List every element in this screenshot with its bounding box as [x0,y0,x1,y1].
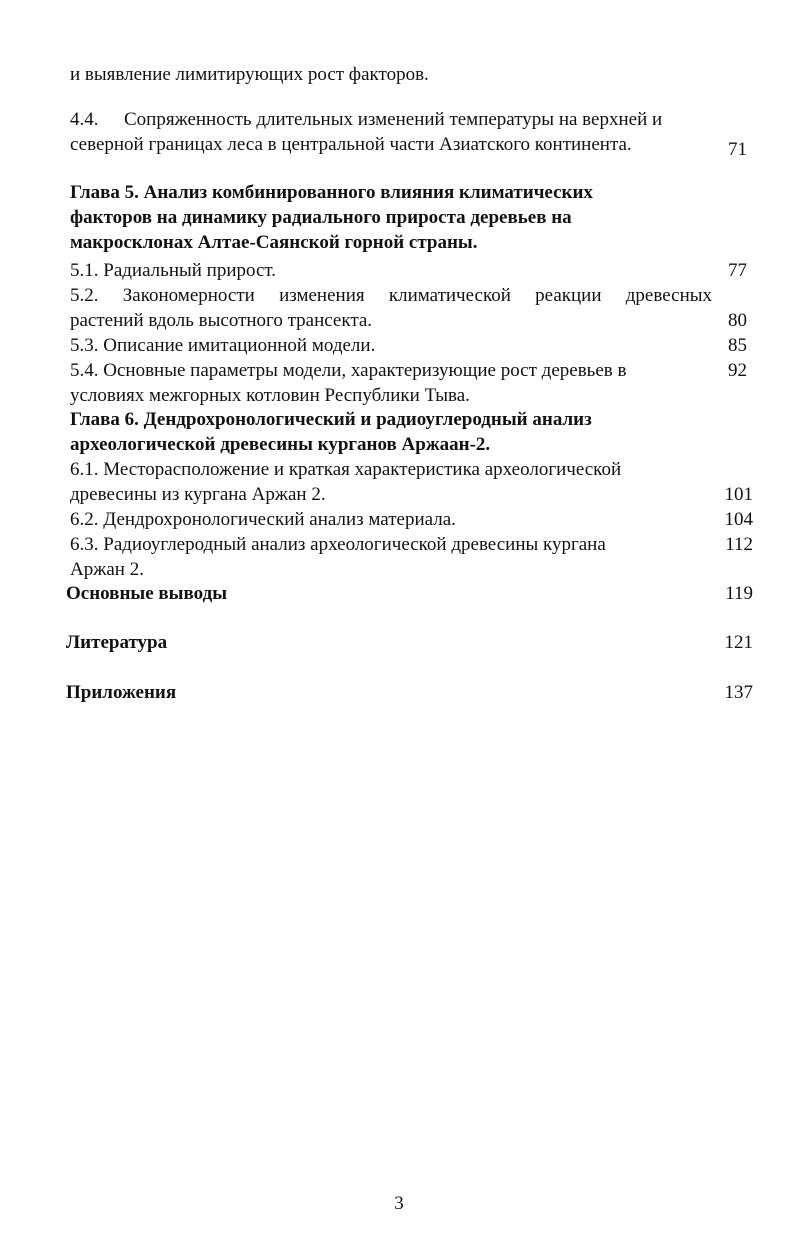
toc-line-continuation: и выявление лимитирующих рост факторов. [70,64,429,85]
toc-section-6-3-line2: Аржан 2. [70,559,144,580]
word: 5.2. [70,285,99,306]
toc-section-4-4-title-line1: Сопряженность длительных изменений температуры на верхней и [124,109,663,130]
toc-section-5-2-page: 80 [728,310,747,331]
toc-section-5-2-line1 [70,284,712,308]
toc-conclusions-page: 119 [725,583,753,604]
toc-section-4-4-page: 71 [728,139,747,160]
toc-appendices-page: 137 [724,682,753,703]
word: Закономерности [122,285,255,306]
toc-section-4-4-title-line2: северной границах леса в центральной части Азиатского континента. [70,134,632,155]
toc-section-5-4-line1: 5.4. Основные параметры модели, характеризующие рост деревьев в [70,360,627,381]
toc-chapter-5-line1: Глава 5. Анализ комбинированного влияния климатических [70,182,593,203]
toc-chapter-6-line1: Глава 6. Дендрохронологический и радиоуглеродный анализ [70,409,592,430]
toc-literature: Литература [66,632,168,653]
toc-section-5-1: 5.1. Радиальный прирост. [70,260,277,281]
toc-literature-page: 121 [724,632,753,653]
toc-section-5-2-line2: растений вдоль высотного трансекта. [70,310,373,331]
toc-chapter-5-line3: макросклонах Алтае-Саянской горной страны. [70,232,478,253]
toc-conclusions: Основные выводы [66,583,228,604]
word: климатической [388,285,511,306]
page-number: 3 [394,1193,404,1214]
toc-section-6-1-page: 101 [724,484,753,505]
toc-section-6-1-line2: древесины из кургана Аржан 2. [70,484,326,505]
word: реакции [535,285,602,306]
toc-section-6-2-page: 104 [724,509,753,530]
toc-section-5-4-line2: условиях межгорных котловин Республики Тыва. [70,385,470,406]
toc-appendices: Приложения [66,682,177,703]
toc-section-6-3-line1: 6.3. Радиоуглеродный анализ археологической древесины кургана [70,534,606,555]
toc-section-6-1-line1: 6.1. Месторасположение и краткая характеристика археологической [70,459,622,480]
toc-chapter-6-line2: археологической древесины курганов Аржаан-2. [70,434,491,455]
toc-section-5-4-page: 92 [728,360,747,381]
toc-section-4-4-number: 4.4. [70,109,99,130]
toc-section-5-1-page: 77 [728,260,747,281]
toc-chapter-5-line2: факторов на динамику радиального прироста деревьев на [70,207,572,228]
toc-section-5-3: 5.3. Описание имитационной модели. [70,335,376,356]
word: изменения [279,285,365,306]
word: древесных [625,285,712,306]
toc-section-5-3-page: 85 [728,335,747,356]
toc-section-6-2: 6.2. Дендрохронологический анализ материала. [70,509,456,530]
toc-section-6-3-page: 112 [725,534,753,555]
